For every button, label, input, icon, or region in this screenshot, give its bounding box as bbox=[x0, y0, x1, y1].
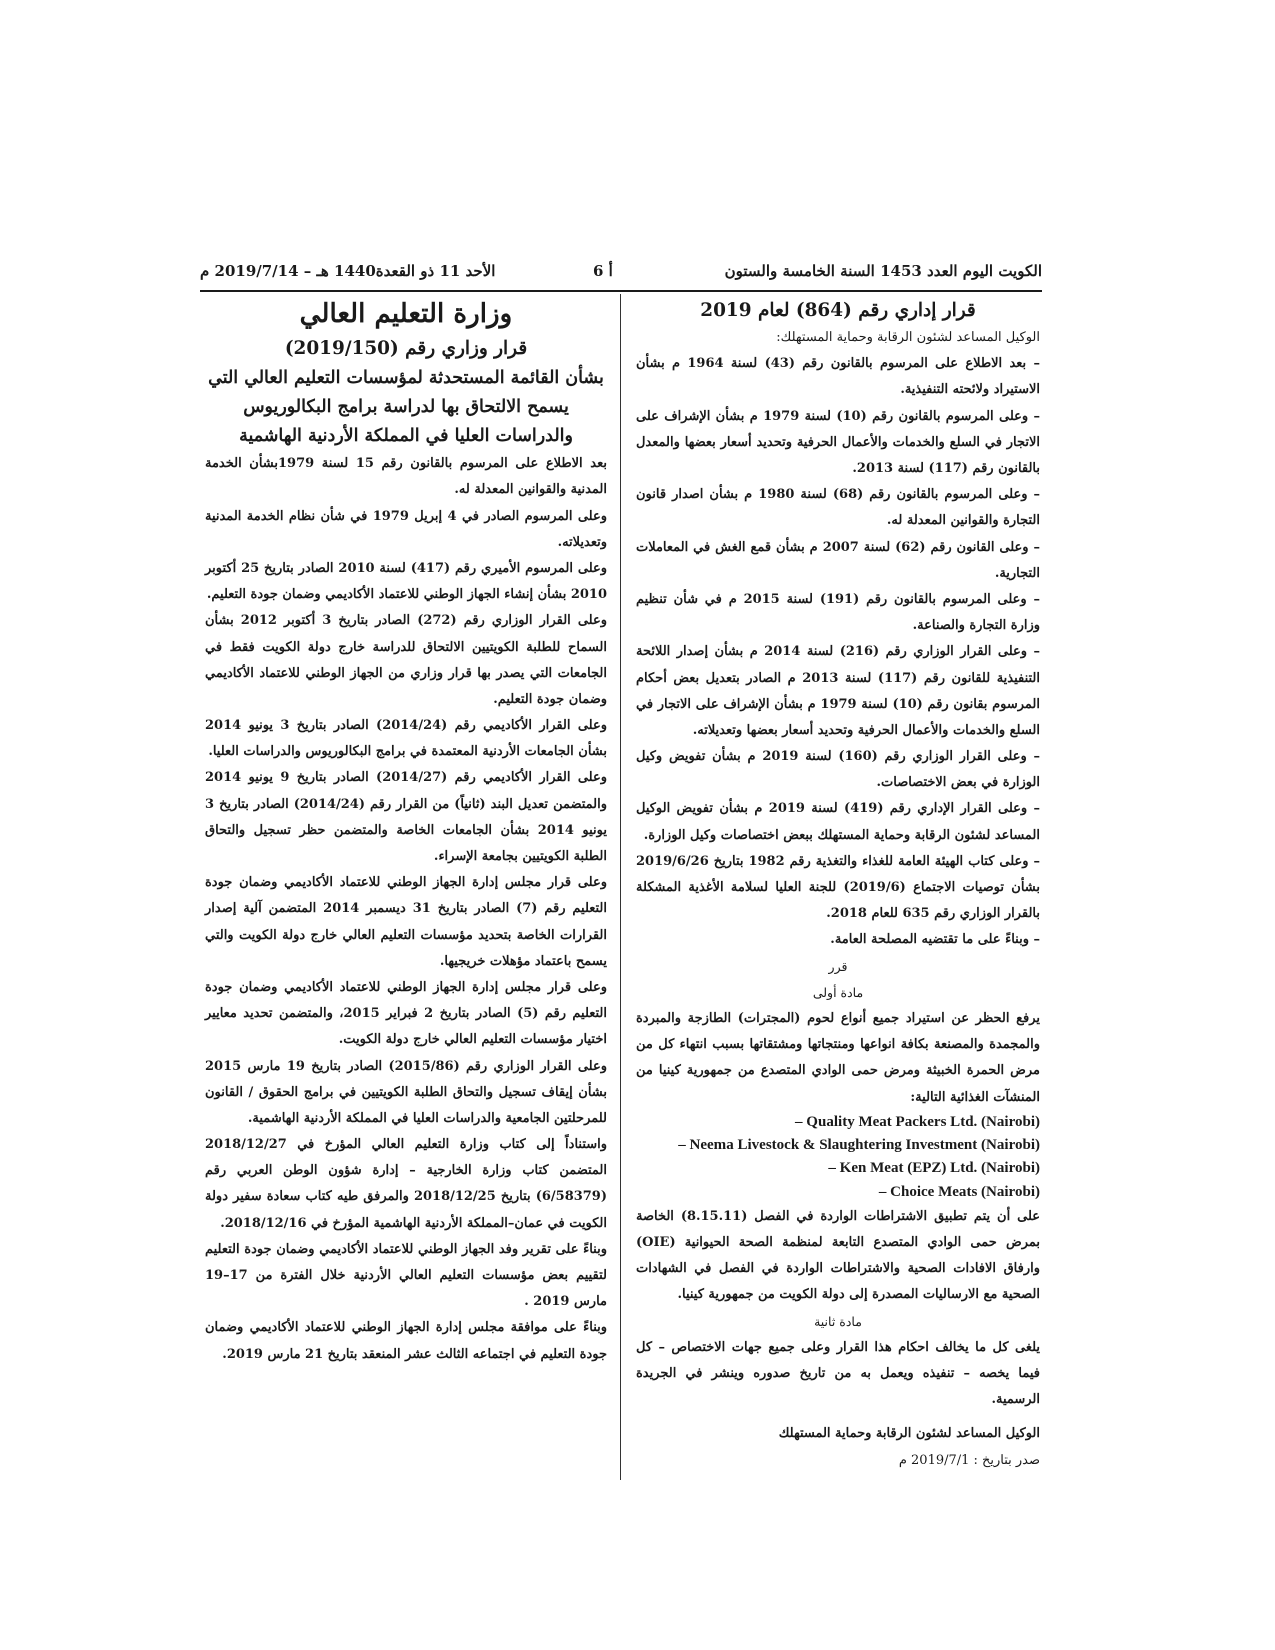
decided-heading: قرر bbox=[828, 958, 848, 974]
issue-date: الأحد 11 ذو القعدة1440 هـ – 2019/7/14 م bbox=[200, 262, 496, 280]
paragraph: وعلى قرار مجلس إدارة الجهاز الوطني للاعتماد الأكاديمي وضمان جودة التعليم رقم (7) الصادر بتاريخ 31 ديسمبر 2014 المتضمن آلية إصدار القرارات الخاصة بتحديد مؤسسات التعليم العالي خارج دولة الكويت والتي يسمح باعتماد مؤهلات خريجيها. bbox=[205, 875, 607, 969]
paragraph: وعلى قرار مجلس إدارة الجهاز الوطني للاعتماد الأكاديمي وضمان جودة التعليم رقم (5) الصادر بتاريخ 2 فبراير 2015، والمتضمن تحديد معايير اختيار مؤسسات التعليم العالي خارج دولة الكويت. bbox=[205, 979, 607, 1048]
recital: – وعلى المرسوم بالقانون رقم (68) لسنة 1980 م بشأن اصدار قانون التجارة والقوانين المعدلة له. bbox=[636, 487, 1041, 529]
paragraph: وبناءً على موافقة مجلس إدارة الجهاز الوطني للاعتماد الأكاديمي وضمان جودة التعليم في اجتماعه الثالث عشر المنعقد بتاريخ 21 مارس 2019. bbox=[205, 1320, 607, 1362]
article-1-heading: مادة أولى bbox=[812, 984, 864, 1000]
header-rule bbox=[200, 290, 1042, 292]
paragraph: بعد الاطلاع على المرسوم بالقانون رقم 15 لسنة 1979بشأن الخدمة المدنية والقوانين المعدلة له. bbox=[205, 456, 607, 498]
recital: – وعلى القرار الإداري رقم (419) لسنة 2019 م بشأن تفويض الوكيل المساعد لشئون الرقابة وحماية المستهلك ببعض اختصاصات وكيل الوزارة. bbox=[636, 801, 1040, 843]
paragraph: واستناداً إلى كتاب وزارة التعليم العالي المؤرخ في 2018/12/27 المتضمن كتاب وزارة الخارجية – إدارة شؤون الوطن العربي رقم (6/58379) بتاريخ 2018/12/25 والمرفق طيه كتاب سعادة سفير دولة الكويت في عمان–المملكة الأردنية الهاشمية المؤرخ في 2018/12/16. bbox=[205, 1137, 607, 1231]
decision-subject-line: يسمح الالتحاق بها لدراسة برامج البكالوريوس bbox=[243, 397, 569, 417]
decision-150-column bbox=[205, 296, 607, 1368]
column-divider bbox=[620, 294, 621, 1480]
facility-item: – Choice Meats (Nairobi) bbox=[878, 1183, 1040, 1200]
facility-item: – Ken Meat (EPZ) Ltd. (Nairobi) bbox=[828, 1160, 1040, 1177]
decision-subject-line: والدراسات العليا في المملكة الأردنية الهاشمية bbox=[239, 426, 573, 447]
decision-864-column bbox=[636, 296, 1040, 1474]
article-1-condition: على أن يتم تطبيق الاشتراطات الواردة في الفصل (8.15.11) الخاصة بمرض حمى الوادي المتصدع التابعة لمنظمة الصحة الحيوانية (OIE) وارفاق الافادات الصحية والاشتراطات الواردة في الفصل في الشهادات الصحية مع الارساليات المصدرة إلى دولة الكويت من جمهورية كينيا. bbox=[636, 1208, 1040, 1303]
facility-item: – Quality Meat Packers Ltd. (Nairobi) bbox=[795, 1113, 1040, 1130]
page-number: أ 6 bbox=[593, 262, 613, 280]
ministry-title: وزارة التعليم العالي bbox=[299, 298, 513, 329]
page-header bbox=[200, 262, 1042, 286]
article-2-heading: مادة ثانية bbox=[814, 1313, 862, 1329]
paragraph: وعلى المرسوم الصادر في 4 إبريل 1979 في شأن نظام الخدمة المدنية وتعديلاته. bbox=[205, 508, 608, 550]
article-2-text: يلغى كل ما يخالف احكام هذا القرار وعلى جميع جهات الاختصاص – كل فيما يخصه – تنفيذه ويعمل به من تاريخ صدوره وينشر في الجريدة الرسمية. bbox=[636, 1339, 1040, 1408]
paragraph: وعلى القرار الوزاري رقم (2015/86) الصادر بتاريخ 19 مارس 2015 بشأن إيقاف تسجيل والتحاق الطلبة الكويتيين في برامج الحقوق / القانون للمرحلتين الجامعية والدراسات العليا في المملكة الأردنية الهاشمية. bbox=[205, 1058, 608, 1126]
paragraph: وبناءً على تقرير وفد الجهاز الوطني للاعتماد الأكاديمي وضمان جودة التعليم لتقييم بعض مؤسسات التعليم العالي الأردنية خلال الفترة من 17–19 مارس 2019 . bbox=[205, 1241, 607, 1310]
paragraph: وعلى المرسوم الأميري رقم (417) لسنة 2010 الصادر بتاريخ 25 أكتوبر 2010 بشأن إنشاء الجهاز الوطني للاعتماد الأكاديمي وضمان جودة التعليم. bbox=[205, 560, 608, 603]
recital: – وعلى كتاب الهيئة العامة للغذاء والتغذية رقم 1982 بتاريخ 2019/6/26 بشأن توصيات الاجتماع (2019/6) للجنة العليا لسلامة الأغذية المشكلة بالقرار الوزاري رقم 635 للعام 2018. bbox=[636, 853, 1041, 922]
article-1-text: يرفع الحظر عن استيراد جميع أنواع لحوم (المجترات) الطازجة والمبردة والمجمدة والمصنعة بكافة انواعها ومنتجاتها ومشتقاتها بسبب انتهاء كل من مرض الحمرة الخبيثة ومرض حمى الوادي المتصدع من جمهورية كينيا من المنشآت الغذائية التالية: bbox=[636, 1010, 1040, 1105]
recital: – وعلى القرار الوزاري رقم (216) لسنة 2014 م بشأن إصدار اللائحة التنفيذية للقانون رقم (117) لسنة 2013 م الصادر بتعديل بعض أحكام المرسوم بقانون رقم (10) لسنة 1979 م بشأن الإشراف على الاتجار في السلع والخدمات والأعمال الحرفية وتحديد أسعار بعضها وتعديلاته. bbox=[636, 644, 1040, 738]
paragraph: وعلى القرار الوزاري رقم (272) الصادر بتاريخ 3 أكتوبر 2012 بشأن السماح للطلبة الكويتيين الالتحاق للدراسة خارج دولة الكويت فقط في الجامعات التي يصدر بها قرار وزاري من الجهاز الوطني للاعتماد الأكاديمي وضمان جودة التعليم. bbox=[205, 613, 607, 707]
signatory: الوكيل المساعد لشئون الرقابة وحماية المستهلك bbox=[778, 1426, 1040, 1442]
recital: – بعد الاطلاع على المرسوم بالقانون رقم (43) لسنة 1964 م بشأن الاستيراد ولائحته التنفيذية. bbox=[636, 356, 1040, 398]
decision-subject-line: بشأن القائمة المستحدثة لمؤسسات التعليم العالي التي bbox=[208, 367, 604, 388]
facility-item: – Neema Livestock & Slaughtering Investment (Nairobi) bbox=[678, 1137, 1040, 1153]
paragraph: وعلى القرار الأكاديمي رقم (2014/24) الصادر بتاريخ 3 يونيو 2014 بشأن الجامعات الأردنية المعتمدة في برامج البكالوريوس والدراسات العليا. bbox=[205, 718, 607, 760]
paragraph: وعلى القرار الأكاديمي رقم (2014/27) الصادر بتاريخ 9 يونيو 2014 والمتضمن تعديل البند (ثانياً) من القرار رقم (2014/24) الصادر بتاريخ 3 يونيو 2014 بشأن الجامعات الخاصة والمتضمن حظر تسجيل والتحاق الطلبة الكويتيين بجامعة الإسراء. bbox=[205, 770, 607, 864]
recital: – وعلى القانون رقم (62) لسنة 2007 م بشأن قمع الغش في المعاملات التجارية. bbox=[636, 539, 1041, 581]
recital: – وعلى المرسوم بالقانون رقم (191) لسنة 2015 م في شأن تنظيم وزارة التجارة والصناعة. bbox=[636, 591, 1040, 634]
issue-date-line: صدر بتاريخ : 2019/7/1 م bbox=[898, 1452, 1040, 1468]
decision-864-title: قرار إداري رقم (864) لعام 2019 bbox=[700, 300, 976, 321]
decision-150-title: قرار وزاري رقم (2019/150) bbox=[284, 337, 528, 359]
decision-864-intro: الوكيل المساعد لشئون الرقابة وحماية المستهلك: bbox=[776, 330, 1040, 346]
recital: – وعلى المرسوم بالقانون رقم (10) لسنة 1979 م بشأن الإشراف على الاتجار في السلع والخدمات والأعمال الحرفية وتحديد أسعار بعضها والمعدل بالقانون رقم (117) لسنة 2013. bbox=[636, 408, 1040, 477]
recital: – وعلى القرار الوزاري رقم (160) لسنة 2019 م بشأن تفويض وكيل الوزارة في بعض الاختصاصات. bbox=[636, 749, 1040, 791]
recital: – وبناءً على ما تقتضيه المصلحة العامة. bbox=[830, 932, 1040, 948]
gazette-issue: الكويت اليوم العدد 1453 السنة الخامسة والستون bbox=[724, 262, 1042, 280]
